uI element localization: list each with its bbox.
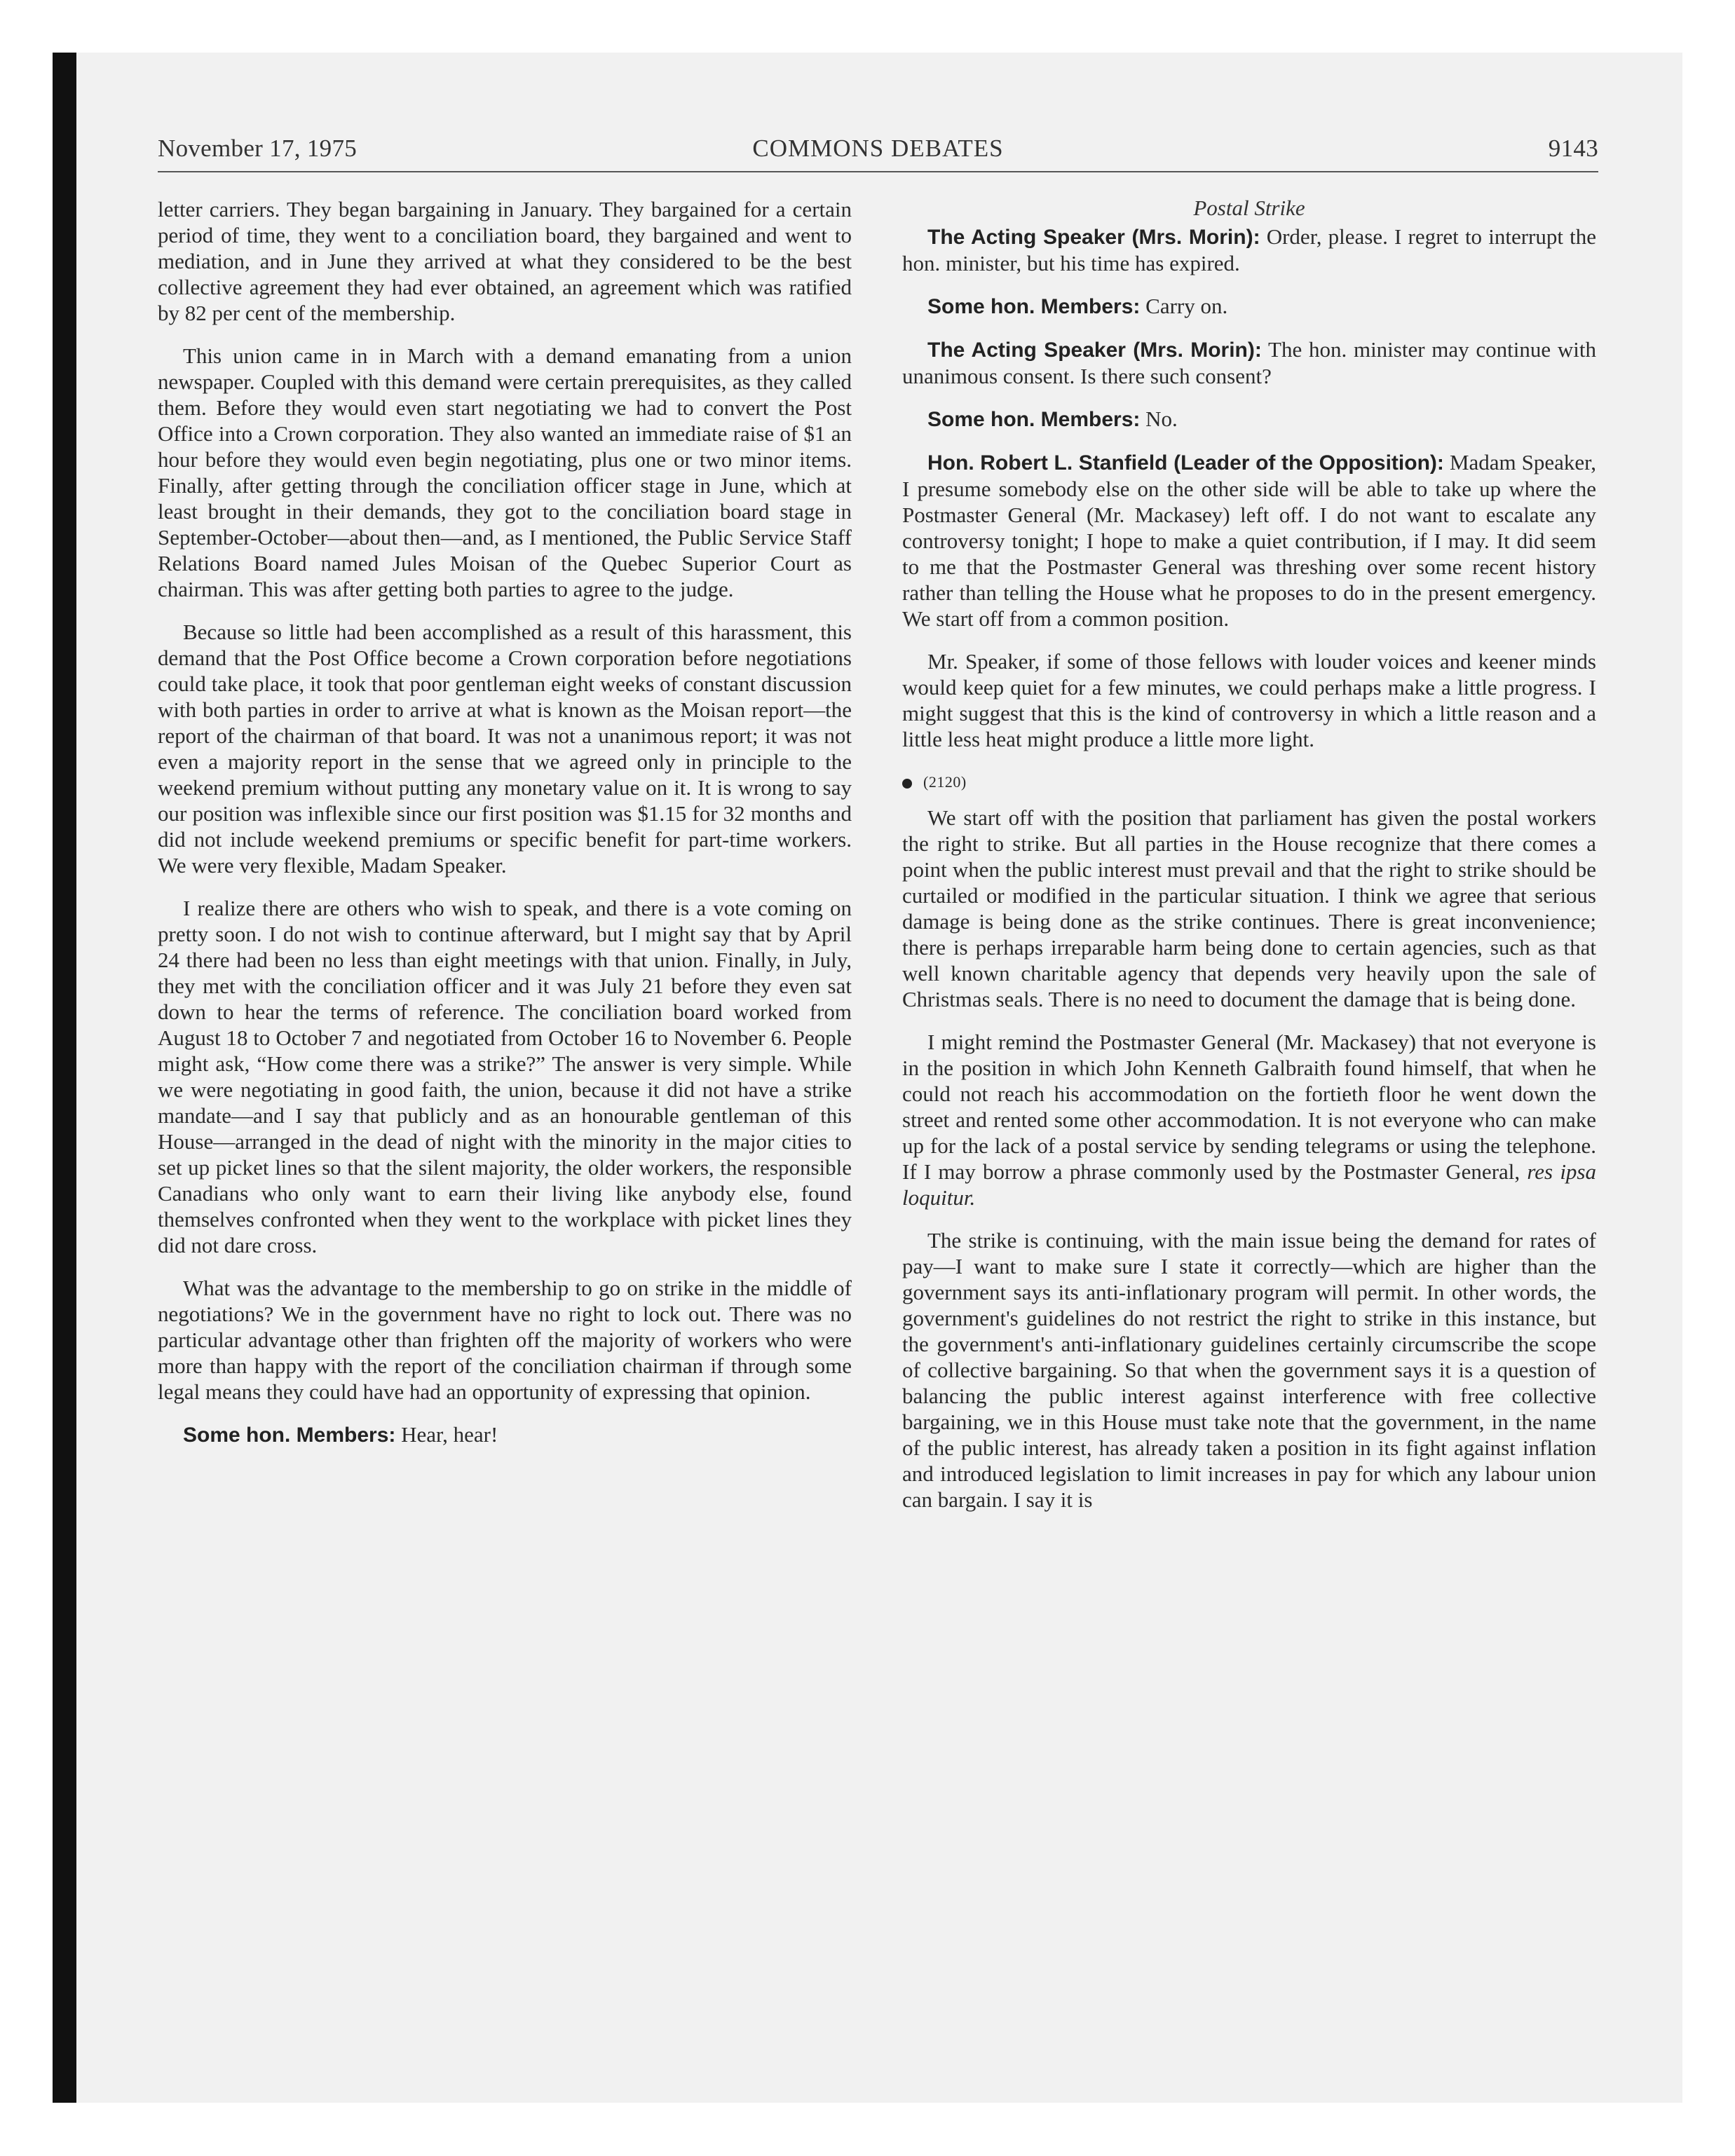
page-header <box>158 135 1598 171</box>
paragraph: This union came in in March with a demand emanating from a union newspaper. Coupled with this demand were certain prerequisites, as they called them. Before they would even start negotiating we had to convert the Post Office into a Crown corporation. They also wanted an immediate raise of $1 an hour before they would even begin negotiating, plus one or two minor items. Finally, after getting through the conciliation officer stage in June, which at least brought in their demands, they got to the conciliation board stage in September-October—about then—and, as I mentioned, the Public Service Staff Relations Board named Jules Moisan of the Quebec Superior Court as chairman. This was after getting both parties to agree to the judge. <box>158 343 852 601</box>
right-column <box>902 196 1596 1529</box>
speech-text: The hon. minister may continue with unanimous consent. Is there such consent? <box>902 337 1596 388</box>
paragraph: Because so little had been accomplished as a result of this harassment, this demand that the Post Office become a Crown corporation before negotiations could take place, it took that poor gentleman eight weeks of constant discussion with both parties in order to arrive at what is known as the Moisan report—the report of the chairman of that board. It was not a unanimous report; it was not even a majority report in the sense that we agreed only in principle to the weekend premium without putting any monetary value on it. It is wrong to say our position was inflexible since our first position was $1.15 for 32 months and did not include weekend premiums or specific benefit for part-time workers. We were very flexible, Madam Speaker. <box>158 620 852 878</box>
left-column <box>158 196 852 1465</box>
paragraph <box>902 1029 1596 1210</box>
paragraph: The strike is continuing, with the main issue being the demand for rates of pay—I want to make sure I state it correctly—which are higher than the government says its anti-inflationary program will permit. In other words, the government's guidelines do not restrict the right to strike in this instance, but the government's anti-inflationary guidelines certainly circumscribe the scope of collective bargaining. So that when the government says it is a question of balancing the public interest against interference with free collective bargaining, we in this House must take note that the government, in the name of the public interest, has already taken a position in its fight against inflation and introduced legislation to limit increases in pay for which any labour union can bargain. I say it is <box>902 1228 1596 1512</box>
speech-paragraph <box>902 336 1596 389</box>
speech-text: Order, please. I regret to interrupt the hon. minister, but his time has expired. <box>902 224 1596 275</box>
header-date: November 17, 1975 <box>158 135 358 162</box>
paragraph: What was the advantage to the membership to go on strike in the middle of negotiations? We in the government have no right to lock out. There was no particular advantage other than frighten off the majority of workers who were more than happy with the report of the conciliation chairman if through some legal means they could have had an opportunity of expressing that opinion. <box>158 1276 852 1404</box>
speaker-name: The Acting Speaker (Mrs. Morin): <box>927 226 1260 249</box>
paragraph: I realize there are others who wish to speak, and there is a vote coming on pretty soon. I do not wish to continue afterward, but I might say that by April 24 there had been no less than eight meetings with that union. Finally, in July, they met with the conciliation officer and it was July 21 before they even sat down to hear the terms of reference. The conciliation board worked from August 18 to October 7 and negotiated from October 16 to November 6. People might ask, “How come there was a strike?” The answer is very simple. While we were negotiating in good faith, the union, because it did not have a strike mandate—and I say that publicly and as an honourable gentleman of this House—arranged in the dead of night with the minority in the major cities to set up picket lines so that the silent majority, the older workers, the responsible Canadians who only want to earn their living like anybody else, found themselves confronted when they went to the workplace with picket lines they did not dare cross. <box>158 896 852 1257</box>
speech-text: Carry on. <box>1145 294 1228 318</box>
paragraph-text: I might remind the Postmaster General (Mr. Mackasey) that not everyone is in the position in which John Kenneth Galbraith found himself, that when he could not reach his accommodation on the fortieth floor he went down the street and rented some other accommodation. It is not everyone who can make up for the lack of a postal service by sending telegrams or using the telephone. If I may borrow a phrase commonly used by the Postmaster General, <box>902 1030 1596 1184</box>
header-rule <box>158 171 1598 172</box>
time-marker-text: (2120) <box>923 773 967 791</box>
speaker-name: The Acting Speaker (Mrs. Morin): <box>927 339 1262 362</box>
binding-edge <box>53 53 76 2103</box>
bullet-dot-icon <box>902 779 912 789</box>
latin-phrase: res ipsa loquitur. <box>902 1159 1596 1210</box>
time-marker <box>902 769 1596 795</box>
speech-paragraph <box>902 293 1596 320</box>
paragraph: We start off with the position that parliament has given the postal workers the right to strike. But all parties in the House recognize that there comes a point when the public interest must prevail and that the right to strike should be curtailed or modified in the particular situation. I think we agree that serious damage is being done as the strike continues. There is great inconvenience; there is perhaps irreparable harm being done to certain agencies, such as that well known charitable agency that depends very heavily upon the sale of Christmas seals. There is no need to document the damage that is being done. <box>902 805 1596 1011</box>
speech-text: Hear, hear! <box>401 1422 498 1447</box>
header-page-number: 9143 <box>1548 135 1598 162</box>
speaker-name: Hon. Robert L. Stanfield (Leader of the Opposition): <box>927 451 1444 475</box>
speech-paragraph <box>158 1421 852 1448</box>
speech-paragraph <box>902 449 1596 632</box>
speech-paragraph <box>902 406 1596 432</box>
running-head: Postal Strike <box>1193 196 1305 220</box>
speech-paragraph <box>902 224 1596 276</box>
speech-text: No. <box>1145 407 1178 431</box>
speaker-name: Some hon. Members: <box>927 408 1141 431</box>
paragraph: Mr. Speaker, if some of those fellows with louder voices and keener minds would keep quiet for a few minutes, we could perhaps make a little progress. I might suggest that this is the kind of controversy in which a little reason and a little less heat might produce a little more light. <box>902 649 1596 751</box>
header-title: COMMONS DEBATES <box>752 135 1004 162</box>
paragraph: letter carriers. They began bargaining in January. They bargained for a certain period of time, they went to a conciliation board, they bargained and went to mediation, and in June they arrived at what they considered to be the best collective agreement they had ever obtained, an agreement which was ratified by 82 per cent of the membership. <box>158 197 852 325</box>
speech-text: Madam Speaker, I presume somebody else on the other side will be able to take up where the Postmaster General (Mr. Mackasey) left off. I do not want to escalate any controversy tonight; I hope to make a quiet contribution, if I may. It did seem to me that the Postmaster General was threshing over some recent history rather than telling the House what he proposes to do in the present emergency. We start off from a common position. <box>902 450 1597 631</box>
speaker-name: Some hon. Members: <box>927 295 1141 318</box>
speaker-name: Some hon. Members: <box>183 1424 396 1447</box>
